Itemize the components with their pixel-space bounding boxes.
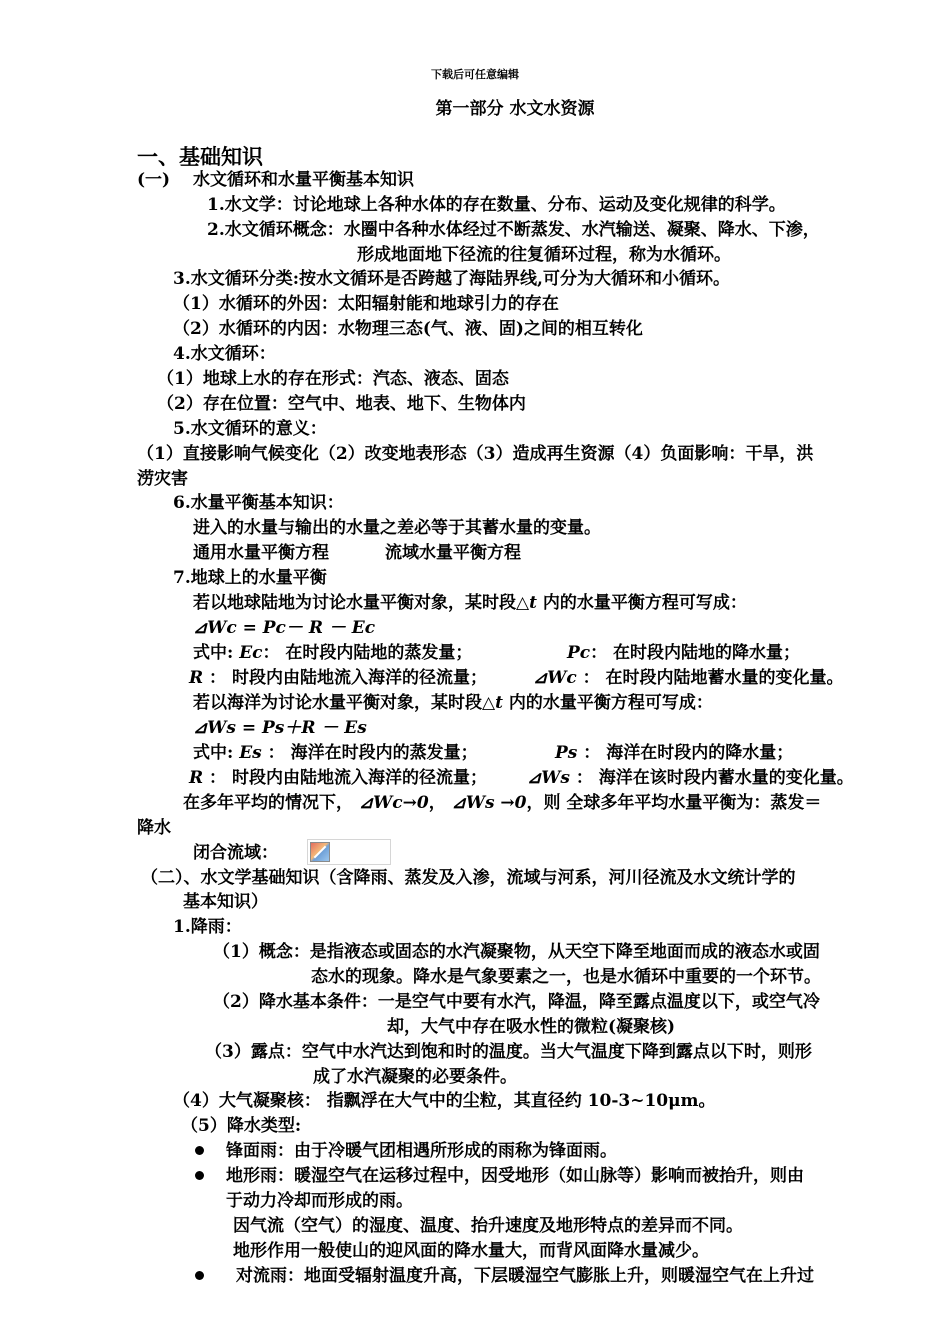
definition-line: 式中: Ec： 在时段内陆地的蒸发量； — [193, 643, 473, 663]
definition-line: Ps ： 海洋在时段内的降水量； — [555, 743, 794, 763]
part-title: 第一部分 水文水资源 — [435, 99, 595, 119]
text-line: 3.水文循环分类:按水文循环是否跨越了海陆界线,可分为大循环和小循环。 — [173, 269, 730, 289]
list-item: 对流雨：地面受辐射温度升高，下层暖湿空气膨胀上升，则暖湿空气在上升过 — [236, 1266, 814, 1286]
text-line: 6.水量平衡基本知识： — [173, 493, 344, 513]
text-line: （1）直接影响气候变化（2）改变地表形态（3）造成再生资源（4）负面影响：干旱，洪 — [137, 444, 814, 464]
text-line: 于动力冷却而形成的雨。 — [226, 1191, 413, 1211]
bullet-icon — [195, 1146, 204, 1155]
text-line: 7.地球上的水量平衡 — [173, 568, 327, 588]
subsection-number: (一) — [137, 170, 171, 190]
text-line: （2）水循环的内因：水物理三态(气、液、固)之间的相互转化 — [173, 319, 643, 339]
subsection-title: 基本知识） — [183, 892, 268, 912]
broken-image-icon — [310, 842, 330, 862]
list-item: 锋面雨：由于冷暖气团相遇所形成的雨称为锋面雨。 — [226, 1141, 617, 1161]
text-line: （1）水循环的外因：太阳辐射能和地球引力的存在 — [173, 294, 559, 314]
text-line: 地形作用一般使山的迎风面的降水量大，而背风面降水量减少。 — [233, 1241, 709, 1261]
bullet-icon — [195, 1171, 204, 1180]
text-line: 闭合流域： — [193, 843, 278, 863]
definition-line: ⊿Ws ： 海洋在该时段内蓄水量的变化量。 — [527, 768, 854, 788]
text-line: 形成地面地下径流的往复循环过程，称为水循环。 — [357, 245, 731, 265]
text-line: 因气流（空气）的湿度、温度、抬升速度及地形特点的差异而不同。 — [233, 1216, 743, 1236]
text-line: （2）存在位置：空气中、地表、地下、生物体内 — [157, 394, 526, 414]
text-line: （3）露点：空气中水汽达到饱和时的温度。当大气温度下降到露点以下时，则形 — [205, 1042, 812, 1062]
definition-line: R ： 时段内由陆地流入海洋的径流量； — [189, 768, 487, 788]
text-line: （1）概念：是指液态或固态的水汽凝聚物，从天空下降至地面而成的液态水或固 — [213, 942, 820, 962]
definition-line: ⊿Wc ： 在时段内陆地蓄水量的变化量。 — [533, 668, 844, 688]
text-line: （5）降水类型: — [181, 1116, 302, 1136]
definition-line: Pc： 在时段内陆地的降水量； — [567, 643, 801, 663]
text-line: 在多年平均的情况下， ⊿Wc→0， ⊿Ws →0，则 全球多年平均水量平衡为：蒸发＝ — [183, 793, 822, 813]
text-line: 1.水文学：讨论地球上各种水体的存在数量、分布、运动及变化规律的科学。 — [207, 195, 786, 215]
text-line: 若以地球陆地为讨论水量平衡对象，某时段△t 内的水量平衡方程可写成： — [193, 593, 747, 613]
closed-basin-image — [307, 839, 391, 865]
text-line: 若以海洋为讨论水量平衡对象，某时段△t 内的水量平衡方程可写成： — [193, 693, 713, 713]
text-line: 流域水量平衡方程 — [385, 543, 521, 563]
text-line: 涝灾害 — [137, 469, 188, 489]
text-line: 进入的水量与输出的水量之差必等于其蓄水量的变量。 — [193, 518, 601, 538]
section-heading: 一、基础知识 — [137, 144, 263, 169]
text-line: 降水 — [137, 818, 171, 838]
subsection-title: （二）、水文学基础知识（含降雨、蒸发及入渗，流域与河系，河川径流及水文统计学的 — [141, 868, 796, 888]
text-line: 1.降雨： — [173, 917, 242, 937]
text-line: （1）地球上水的存在形式：汽态、液态、固态 — [157, 369, 509, 389]
text-line: （2）降水基本条件：一是空气中要有水汽，降温，降至露点温度以下，或空气冷 — [213, 992, 820, 1012]
text-line: 通用水量平衡方程 — [193, 543, 329, 563]
equation-land: ⊿Wc = Pc－ R － Ec — [193, 618, 376, 638]
text-line: 态水的现象。降水是气象要素之一，也是水循环中重要的一个环节。 — [311, 967, 821, 987]
text-line: 5.水文循环的意义： — [173, 419, 327, 439]
text-line: （4）大气凝聚核： 指飘浮在大气中的尘粒，其直径约 10-3~10μm。 — [173, 1091, 716, 1111]
list-item: 地形雨：暖湿空气在运移过程中，因受地形（如山脉等）影响而被抬升，则由 — [226, 1166, 804, 1186]
definition-line: R ： 时段内由陆地流入海洋的径流量； — [189, 668, 487, 688]
download-note: 下载后可任意编辑 — [431, 68, 519, 81]
text-line: 成了水汽凝聚的必要条件。 — [313, 1067, 517, 1087]
subsection-title: 水文循环和水量平衡基本知识 — [193, 170, 414, 190]
equation-ocean: ⊿Ws = Ps＋R － Es — [193, 718, 367, 738]
definition-line: 式中: Es ： 海洋在时段内的蒸发量； — [193, 743, 478, 763]
text-line: 4.水文循环： — [173, 344, 276, 364]
text-line: 2.水文循环概念：水圈中各种水体经过不断蒸发、水汽输送、凝聚、降水、下渗， — [207, 220, 820, 240]
text-line: 却，大气中存在吸水性的微粒(凝聚核) — [387, 1017, 676, 1037]
bullet-icon — [195, 1271, 204, 1280]
